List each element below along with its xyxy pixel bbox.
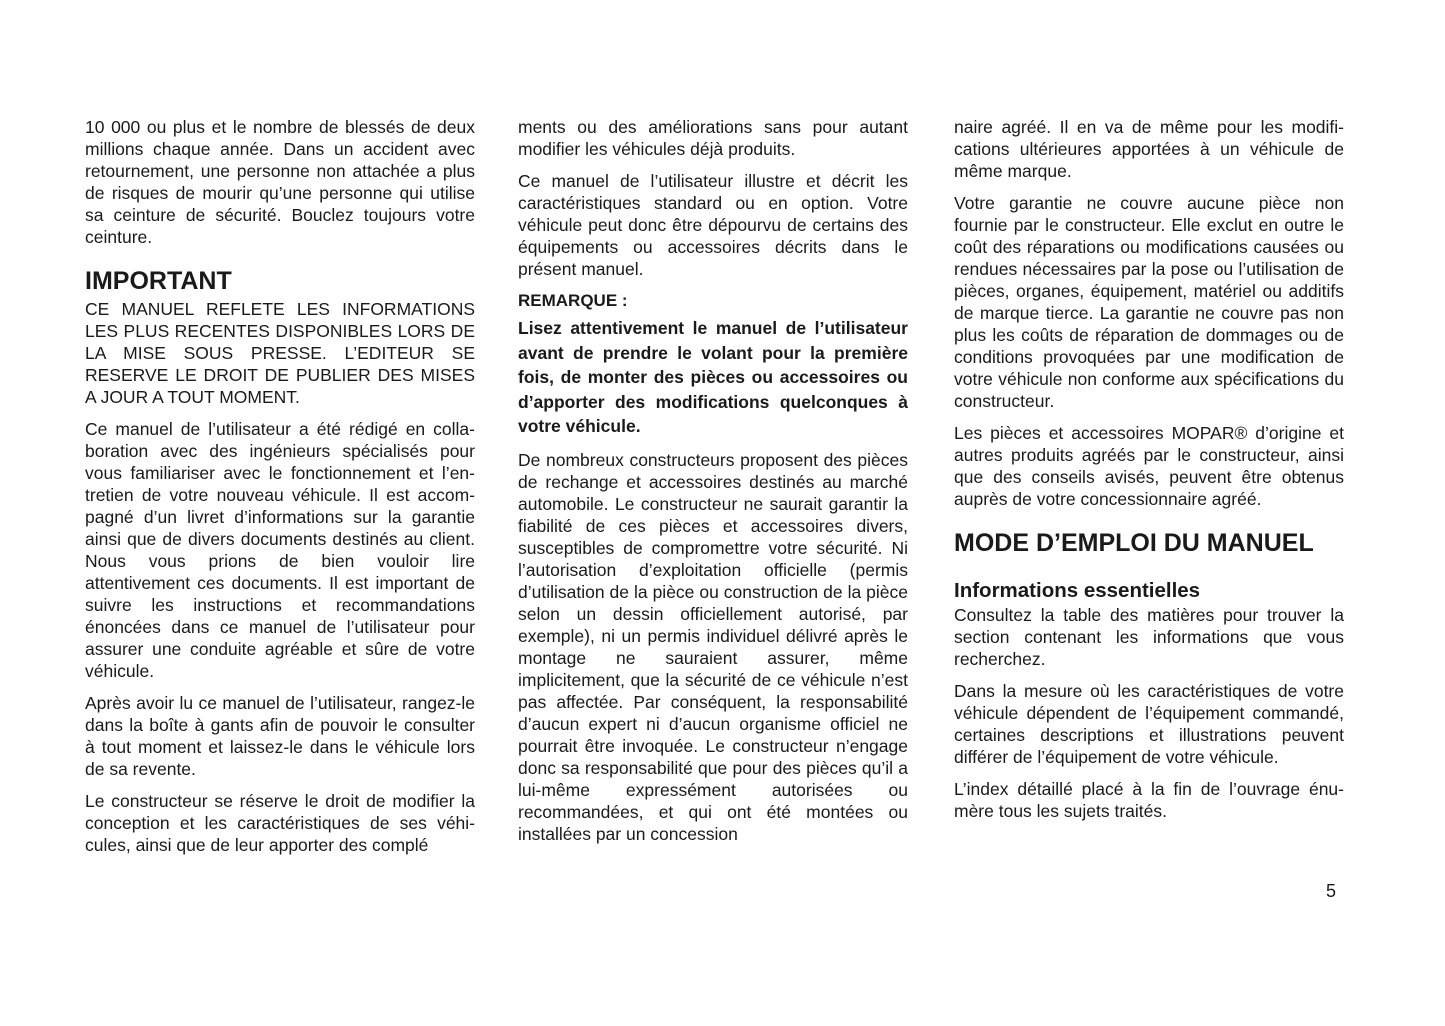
paragraph-intro: 10 000 ou plus et le nombre de blessés de deux millions chaque année. Dans un accident avec retournement, une personne non attachée a plus de risques de mourir qu’une personne qui utilise sa ceinture de sécurité. Bouclez toujours votre ceinture. (85, 117, 475, 247)
heading-mode-emploi: MODE D’EMPLOI DU MANUEL (954, 529, 1314, 557)
remarque-label: REMARQUE : (518, 291, 628, 310)
paragraph-features: Dans la mesure où les caractéristiques de votre véhicule dépendent de l’équipement commandé, certaines descriptions et illustrations peuvent différer de l’équipement de votre véhicule. (954, 681, 1344, 767)
subheading-informations: Informations essentielles (954, 579, 1201, 602)
paragraph-warranty: Votre garantie ne couvre aucune pièce non fournie par le constructeur. Elle exclut en outre le coût des réparations ou modifications causées ou rendues nécessaires par la pose ou l’utilisation de pièces, organes, équipement, matériel ou additifs de marque tierce. La garantie ne couvre pas non plus les coûts de réparation de dommages ou de conditions provoquées par une modification de votre véhicule non conforme aux spécifications du constructeur. (954, 193, 1344, 411)
remarque-text: Lisez attentivement le manuel de l’utilisateur avant de prendre le volant pour la première fois, de monter des pièces ou accessoires ou d’apporter des modifications quelconques à votre véhicule. (518, 318, 908, 436)
paragraph-important-notice: CE MANUEL REFLETE LES INFORMATIONS LES PLUS RECENTES DISPONIBLES LORS DE LA MISE SOUS PRESSE. L’EDITEUR SE RESERVE LE DROIT DE PUBLIER DES MISES A JOUR A TOUT MOMENT. (85, 299, 475, 407)
paragraph-manufacturers: De nombreux constructeurs proposent des pièces de rechange et accessoires destinés au marché automobile. Le constructeur ne saurait garantir la fiabilité de ces pièces et accessoires divers, susceptibles de compromettre votre sécurité. Ni l’autorisation d’exploitation officielle (permis d’utilisation de la pièce ou construction de la pièce selon un dessin officiellement autorisé, par exemple), ni un permis individuel délivré après le montage ne sauraient assurer, même implicitement, que la sécurité de ce véhicule n’est pas affectée. Par conséquent, la responsabilité d’aucun expert ni d’aucun organisme officiel ne pourrait être invoquée. Le constructeur n’engage donc sa responsabilité que pour des pièces qu’il a lui-même expressément autorisées ou recommandées, et qui ont été montées ou installées par un concession (518, 449, 908, 844)
paragraph-constructor: Le constructeur se réserve le droit de modifier la conception et les caractéristiques de ses véhicules, ainsi que de leur apporter des complé (85, 791, 475, 855)
paragraph-toc: Consultez la table des matières pour trouver la section contenant les informations que vous recherchez. (954, 605, 1344, 669)
paragraph-illustrates: Ce manuel de l’utilisateur illustre et décrit les caractéristiques standard ou en option. Votre véhicule peut donc être dépourvu de certains des équipements ou accessoires décrits dans le présent manuel. (518, 171, 908, 279)
column-3 (954, 116, 1344, 832)
paragraph-after-reading: Après avoir lu ce manuel de l’utilisateur, rangez-le dans la boîte à gants afin de pouvoir le consulter à tout moment et laissez-le dans le véhicule lors de sa revente. (85, 693, 475, 779)
paragraph-manual: Ce manuel de l’utilisateur a été rédigé en collaboration avec des ingénieurs spécialisés pour vous familiariser avec le fonctionnement et l’entretien de votre nouveau véhicule. Il est accompagné d’un livret d’informations sur la garantie ainsi que de divers documents destinés au client. Nous vous prions de bien vouloir lire attentivement ces documents. Il est important de suivre les instructions et recommandations énoncées dans ce manuel de l’utilisateur pour assurer une conduite agréable et sûre de votre véhicule. (85, 419, 475, 681)
column-1 (85, 116, 475, 866)
paragraph-index: L’index détaillé placé à la fin de l’ouvrage énumère tous les sujets traités. (954, 779, 1344, 821)
column-2 (518, 116, 908, 855)
heading-important: IMPORTANT (85, 267, 232, 295)
paragraph-continuation: ments ou des améliorations sans pour autant modifier les véhicules déjà produits. (518, 117, 908, 159)
page-number: 5 (1326, 881, 1337, 901)
paragraph-continuation: naire agréé. Il en va de même pour les modifications ultérieures apportées à un véhicule de même marque. (954, 117, 1344, 181)
paragraph-mopar: Les pièces et accessoires MOPAR® d’origine et autres produits agréés par le constructeur, ainsi que des conseils avisés, peuvent être obtenus auprès de votre concessionnaire agréé. (954, 423, 1344, 509)
